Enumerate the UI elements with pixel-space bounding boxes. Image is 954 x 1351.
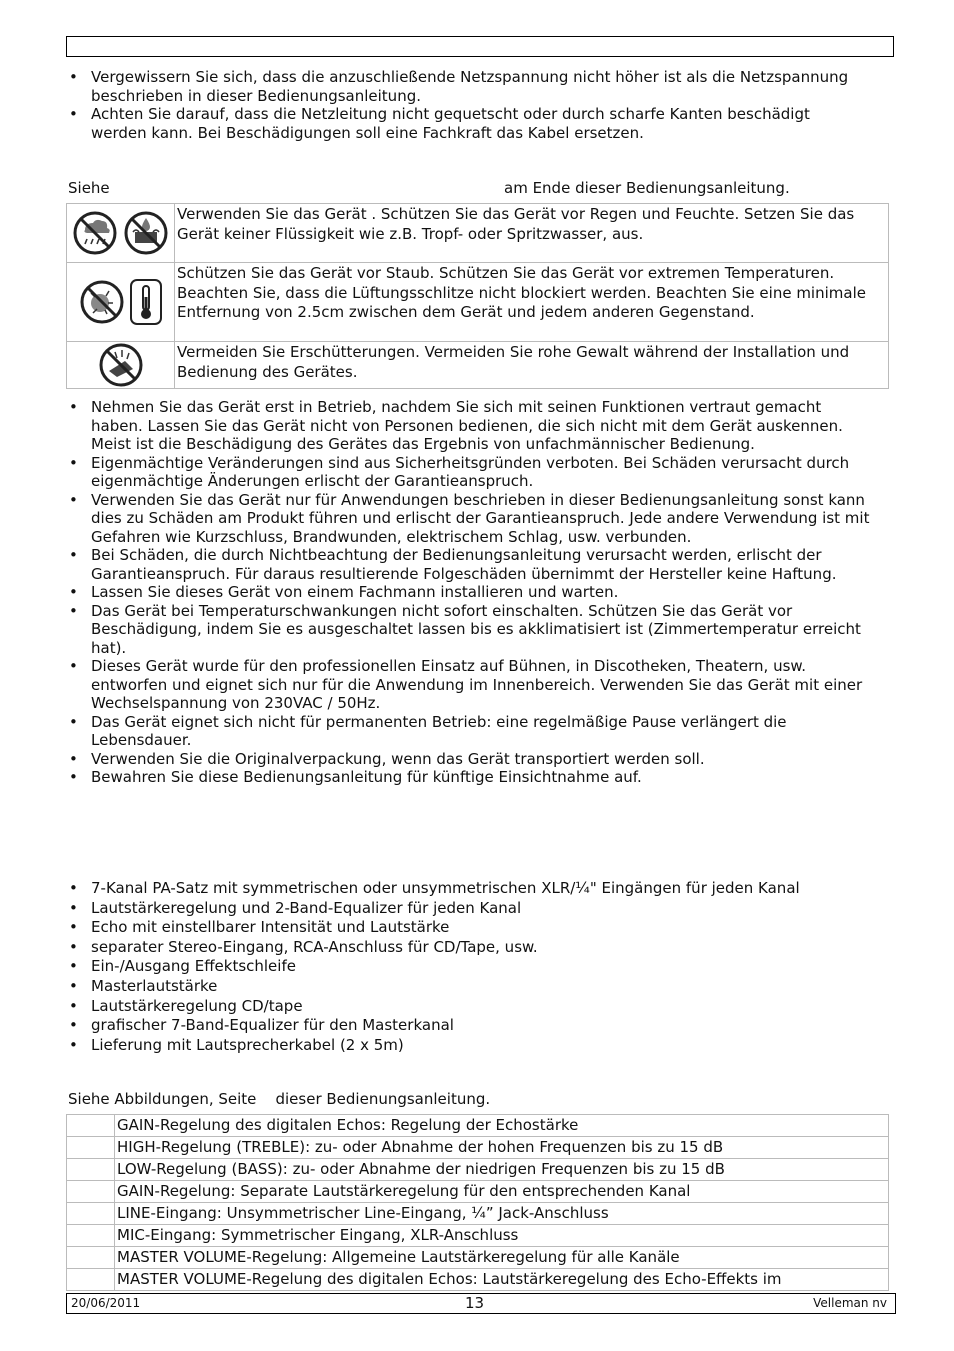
table-row: [67, 1203, 889, 1225]
part-number-cell: [67, 1137, 115, 1159]
feature-bullet-list: [68, 879, 876, 1055]
no-shock-icon: [98, 342, 144, 388]
list-item: • Eigenmächtige Veränderungen sind aus Sicherheitsgründen verboten. Bei Schäden verursacht durch eigenmächtige Änderungen erlischt der Garantieanspruch.: [68, 454, 876, 491]
list-item: • Nehmen Sie das Gerät erst in Betrieb, nachdem Sie sich mit seinen Funktionen vertraut gemacht haben. Lassen Sie das Gerät nicht von Personen bedienen, die sich nicht mit dem Gerät auskennen. Meist ist die Beschädigung des Gerätes das Ergebnis von unfachmännischer Bedienung.: [68, 398, 876, 454]
no-water-splash-icon: [123, 210, 169, 256]
list-item: • Bei Schäden, die durch Nichtbeachtung der Bedienungsanleitung verursacht werden, erlischt der Garantieanspruch. Für daraus resultierende Folgeschäden übernimmt der Hersteller keine Haftung.: [68, 546, 876, 583]
list-item: • grafischer 7-Band-Equalizer für den Masterkanal: [68, 1016, 876, 1036]
part-description: MIC-Eingang: Symmetrischer Eingang, XLR-Anschluss: [115, 1225, 889, 1247]
list-item: • Lieferung mit Lautsprecherkabel (2 x 5m): [68, 1036, 876, 1056]
icon-cell: [67, 204, 175, 263]
table-row: [67, 1115, 889, 1137]
list-item: • Dieses Gerät wurde für den professionellen Einsatz auf Bühnen, in Discotheken, Theatern, usw. entworfen und eignet sich nur für die Anwendung im Innenbereich. Verwenden Sie das Gerät mit einer Wechselspannung von 230VAC / 50Hz.: [68, 657, 876, 713]
thermometer-icon: [130, 279, 162, 325]
general-bullet-list: [68, 398, 876, 787]
part-number-cell: [67, 1115, 115, 1137]
list-item: • Das Gerät bei Temperaturschwankungen nicht sofort einschalten. Schützen Sie das Gerät vor Beschädigung, indem Sie es ausgeschaltet lassen bis es akklimatisiert ist (Zimmertemperatur erreicht hat).: [68, 602, 876, 658]
parts-table: [66, 1114, 889, 1291]
part-description: HIGH-Regelung (TREBLE): zu- oder Abnahme der hohen Frequenzen bis zu 15 dB: [115, 1137, 889, 1159]
list-item: • Echo mit einstellbarer Intensität und Lautstärke: [68, 918, 876, 938]
table-row: [67, 1269, 889, 1291]
part-number-cell: [67, 1181, 115, 1203]
part-description: MASTER VOLUME-Regelung: Allgemeine Lautstärkeregelung für alle Kanäle: [115, 1247, 889, 1269]
list-item: • Bewahren Sie diese Bedienungsanleitung für künftige Einsichtnahme auf.: [68, 768, 876, 787]
page-footer: [66, 1293, 896, 1314]
see-line-right: am Ende dieser Bedienungsanleitung.: [504, 179, 790, 197]
list-item: • Vergewissern Sie sich, dass die anzuschließende Netzspannung nicht höher ist als die Netzspannung beschrieben in dieser Bedienungsanleitung.: [68, 68, 868, 105]
list-item: • Achten Sie darauf, dass die Netzleitung nicht gequetscht oder durch scharfe Kanten beschädigt werden kann. Bei Beschädigungen soll eine Fachkraft das Kabel ersetzen.: [68, 105, 868, 142]
table-row: [67, 1225, 889, 1247]
footer-page-number: 13: [465, 1294, 485, 1312]
table-row: [67, 263, 889, 342]
table-row: [67, 1137, 889, 1159]
footer-brand: Velleman nv: [813, 1296, 887, 1310]
icon-cell: [67, 342, 175, 389]
part-number-cell: [67, 1159, 115, 1181]
see-line-left: Siehe: [68, 179, 110, 197]
table-row: [67, 342, 889, 389]
part-number-cell: [67, 1247, 115, 1269]
list-item: • 7-Kanal PA-Satz mit symmetrischen oder unsymmetrischen XLR/¼" Eingängen für jeden Kanal: [68, 879, 876, 899]
part-description: LINE-Eingang: Unsymmetrischer Line-Eingang, ¼” Jack-Anschluss: [115, 1203, 889, 1225]
part-number-cell: [67, 1269, 115, 1291]
part-description: GAIN-Regelung des digitalen Echos: Regelung der Echostärke: [115, 1115, 889, 1137]
table-row: [67, 1247, 889, 1269]
list-item: • Verwenden Sie das Gerät nur für Anwendungen beschrieben in dieser Bedienungsanleitung sonst kann dies zu Schäden am Produkt führen und erlischt der Garantieanspruch. Jede andere Verwendung ist mit Gefahren wie Kurzschluss, Brandwunden, elektrischem Schlag, usw. verbunden.: [68, 491, 876, 547]
part-number-cell: [67, 1203, 115, 1225]
table-row: [67, 204, 889, 263]
footer-date: 20/06/2011: [71, 1296, 141, 1310]
list-item: • separater Stereo-Eingang, RCA-Anschluss für CD/Tape, usw.: [68, 938, 876, 958]
part-description: GAIN-Regelung: Separate Lautstärkeregelung für den entsprechenden Kanal: [115, 1181, 889, 1203]
part-number-cell: [67, 1225, 115, 1247]
header-box: [66, 36, 894, 57]
list-item: • Masterlautstärke: [68, 977, 876, 997]
symbol-row-text: Verwenden Sie das Gerät . Schützen Sie das Gerät vor Regen und Feuchte. Setzen Sie das Gerät keiner Flüssigkeit wie z.B. Tropf- oder Spritzwasser, aus.: [175, 204, 889, 263]
part-description: MASTER VOLUME-Regelung des digitalen Echos: Lautstärkeregelung des Echo-Effekts im: [115, 1269, 889, 1291]
list-item: • Das Gerät eignet sich nicht für permanenten Betrieb: eine regelmäßige Pause verlängert die Lebensdauer.: [68, 713, 876, 750]
parts-intro: Siehe Abbildungen, Seite dieser Bedienungsanleitung.: [68, 1090, 491, 1108]
part-description: LOW-Regelung (BASS): zu- oder Abnahme der niedrigen Frequenzen bis zu 15 dB: [115, 1159, 889, 1181]
table-row: [67, 1159, 889, 1181]
symbol-row-text: Schützen Sie das Gerät vor Staub. Schützen Sie das Gerät vor extremen Temperaturen. Beachten Sie, dass die Lüftungsschlitze nicht blockiert werden. Beachten Sie eine minimale Entfernung von 2.5cm zwischen dem Gerät und jedem anderen Gegenstand.: [175, 263, 889, 342]
list-item: • Lautstärkeregelung CD/tape: [68, 997, 876, 1017]
list-item: • Lassen Sie dieses Gerät von einem Fachmann installieren und warten.: [68, 583, 876, 602]
list-item: • Ein-/Ausgang Effektschleife: [68, 957, 876, 977]
table-row: [67, 1181, 889, 1203]
symbol-row-text: Vermeiden Sie Erschütterungen. Vermeiden Sie rohe Gewalt während der Installation und Bedienung des Gerätes.: [175, 342, 889, 389]
icon-cell: [67, 263, 175, 342]
no-rain-icon: [72, 210, 118, 256]
no-dust-icon: [79, 279, 125, 325]
list-item: • Verwenden Sie die Originalverpackung, wenn das Gerät transportiert werden soll.: [68, 750, 876, 769]
list-item: • Lautstärkeregelung und 2-Band-Equalizer für jeden Kanal: [68, 899, 876, 919]
symbol-table: [66, 203, 889, 389]
intro-bullet-list: [68, 68, 868, 142]
